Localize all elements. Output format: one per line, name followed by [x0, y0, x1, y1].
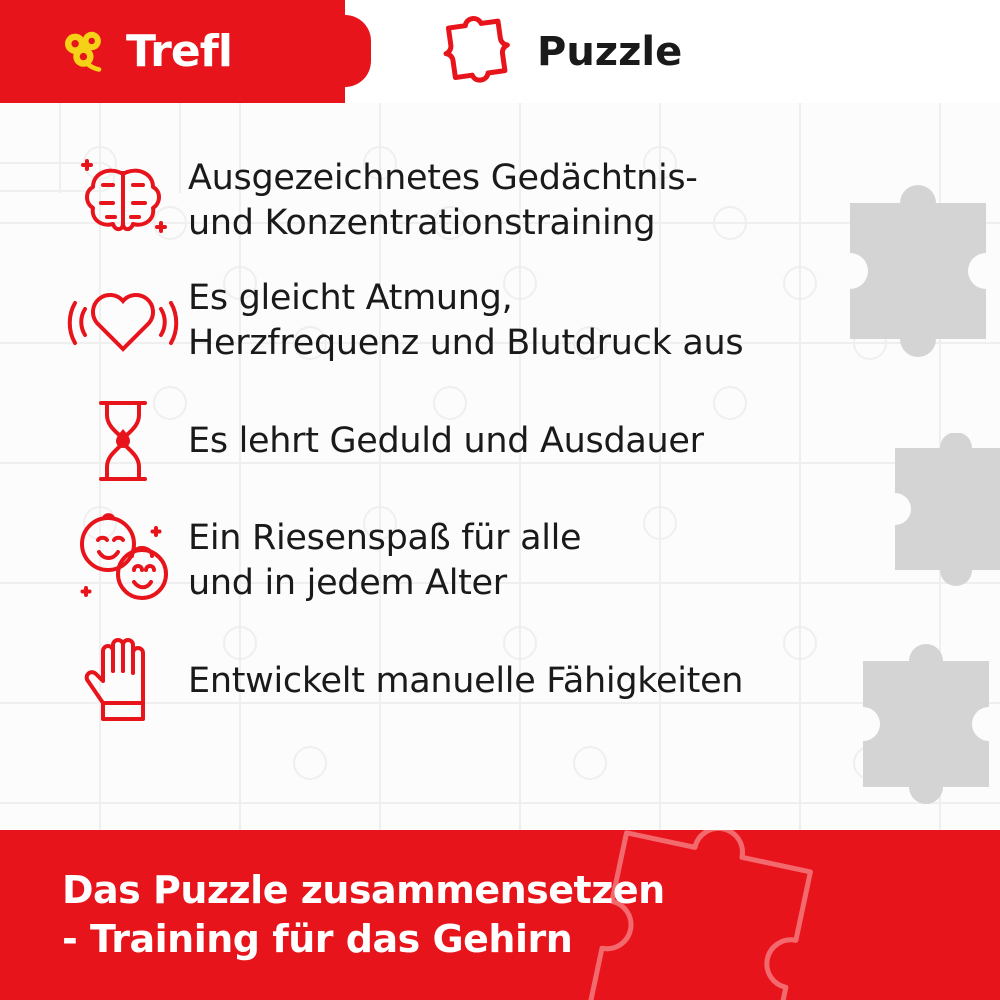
feature-item	[58, 621, 960, 741]
header-title-block	[345, 0, 1000, 103]
feature-item	[58, 381, 960, 501]
brand-name: Trefl	[126, 26, 232, 77]
header	[0, 0, 1000, 103]
hand-icon	[58, 625, 188, 737]
hourglass-icon	[58, 385, 188, 497]
two-faces-icon	[58, 502, 188, 620]
feature-item	[58, 501, 960, 621]
brand-block	[0, 0, 345, 103]
page-title: Puzzle	[537, 28, 683, 75]
feature-text: Ein Riesenspaß für alle und in jedem Alter	[188, 518, 582, 603]
feature-text: Es gleicht Atmung, Herzfrequenz und Blutdruck aus	[188, 278, 744, 363]
footer-text: Das Puzzle zusammensetzen - Training für das Gehirn	[62, 867, 665, 961]
features-list	[0, 103, 1000, 741]
footer	[0, 830, 1000, 1000]
heartbeat-icon	[58, 265, 188, 377]
features-section	[0, 103, 1000, 830]
feature-item	[58, 261, 960, 381]
feature-item	[58, 141, 960, 261]
puzzle-piece-icon	[435, 12, 515, 92]
header-red-tab	[319, 15, 371, 87]
brand-logo	[60, 26, 232, 77]
trefl-clover-icon	[60, 29, 116, 75]
feature-text: Es lehrt Geduld und Ausdauer	[188, 420, 704, 461]
feature-text: Ausgezeichnetes Gedächtnis- und Konzentrationstraining	[188, 158, 698, 243]
feature-text: Entwickelt manuelle Fähigkeiten	[188, 660, 744, 701]
brain-icon	[58, 145, 188, 257]
